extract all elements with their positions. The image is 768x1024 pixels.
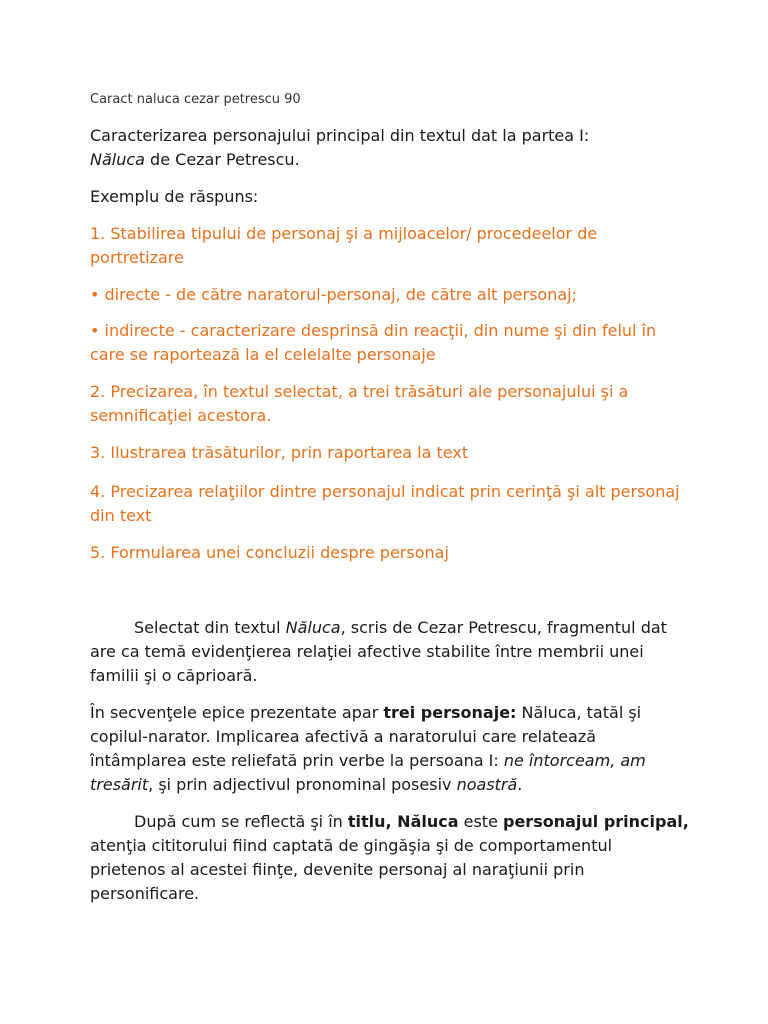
para1-text-c: , scris de Cezar Petrescu, fragmentul dat are ca temă evidenţierea relaţiei afective stabilite între membrii unei familii şi o căprioară. bbox=[90, 618, 667, 685]
para2-text-c: Năluca, tatăl şi copilul-narator. Implicarea afectivă a naratorului care relatează întâmplarea este reliefată prin verbe la persoana I: bbox=[90, 703, 642, 770]
step-5: 5. Formularea unei concluzii despre personaj bbox=[90, 543, 449, 562]
body-paragraph-1 bbox=[90, 616, 690, 688]
body-paragraph-3 bbox=[90, 810, 690, 906]
step-3: 3. Ilustrarea trăsăturilor, prin raportarea la text bbox=[90, 443, 469, 462]
example-label: Exemplu de răspuns: bbox=[90, 187, 259, 206]
body-paragraph-2 bbox=[90, 701, 690, 797]
intro-paragraph bbox=[90, 124, 690, 172]
para2-text-e: , şi prin adjectivul pronominal posesiv bbox=[148, 775, 457, 794]
step-1: 1. Stabilirea tipului de personaj şi a mijloacelor/ procedeelor de portretizare bbox=[90, 224, 598, 267]
step-bullet-indirect: • indirecte - caracterizare desprinsă din reacţii, din nume şi din felul în care se raportează la el celelalte personaje bbox=[90, 321, 657, 364]
para2-text-a: În secvenţele epice prezentate apar bbox=[90, 703, 384, 722]
intro-title: Năluca bbox=[90, 150, 145, 169]
para1-text-a: Selectat din textul bbox=[134, 618, 286, 637]
step-4: 4. Precizarea relaţiilor dintre personajul indicat prin cerinţă şi alt personaj din text bbox=[90, 482, 680, 525]
step-2: 2. Precizarea, în textul selectat, a trei trăsături ale personajului şi a semnificaţiei acestora. bbox=[90, 382, 629, 425]
para3-bold-title: titlu, Năluca bbox=[347, 812, 459, 831]
para3-text-c: este bbox=[458, 812, 503, 831]
para3-bold-principal: personajul principal, bbox=[503, 812, 689, 831]
intro-line2: de Cezar Petrescu. bbox=[144, 150, 300, 169]
para1-title: Năluca bbox=[285, 618, 341, 637]
para2-italic-posesiv: noastră bbox=[456, 775, 518, 794]
para3-text-a: După cum se reflectă şi în bbox=[134, 812, 348, 831]
para3-text-e: atenţia cititorului fiind captată de gingăşia şi de comportamentul prietenos al acestei fiinţe, devenite personaj al naraţiunii prin personificare. bbox=[90, 836, 613, 903]
para2-italic-verbs: ne întorceam, am tresărit bbox=[90, 751, 646, 794]
para2-text-g: . bbox=[517, 775, 523, 794]
intro-line1: Caracterizarea personajului principal din textul dat la partea I: bbox=[90, 126, 590, 145]
para2-bold: trei personaje: bbox=[383, 703, 517, 722]
document-header: Caract naluca cezar petrescu 90 bbox=[90, 92, 301, 107]
step-bullet-direct: • directe - de către naratorul-personaj, de către alt personaj; bbox=[90, 285, 577, 304]
